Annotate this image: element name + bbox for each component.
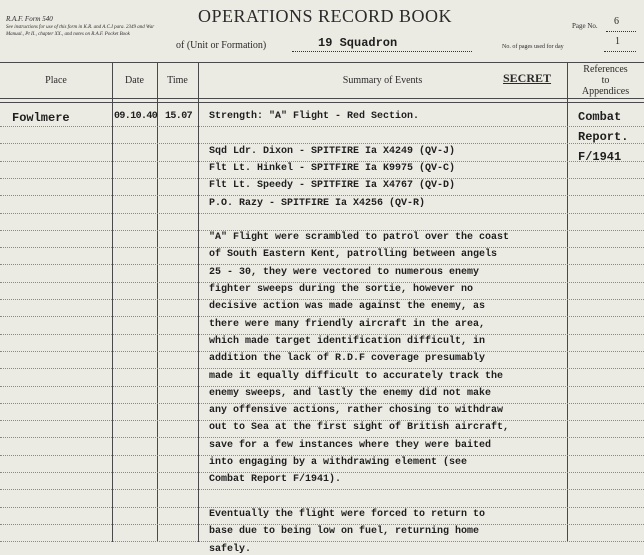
references-header-line: References [583, 63, 628, 75]
summary-line: Flt Lt. Hinkel - SPITFIRE Ia K9975 (QV-C) [209, 163, 456, 174]
page-number-value: 6 [614, 16, 619, 27]
dotted-rule [0, 507, 644, 508]
references-header-line: Appendices [581, 85, 630, 97]
dotted-rule [0, 541, 644, 542]
summary-line: "A" Flight were scrambled to patrol over the coast [209, 232, 510, 243]
dotted-rule [0, 230, 644, 231]
column-divider-place [112, 62, 113, 542]
summary-line: Flt Lt. Speedy - SPITFIRE Ia X4767 (QV-D) [209, 180, 456, 191]
summary-line: save for a few instances where they were baited [209, 440, 492, 451]
dotted-rule [0, 126, 644, 127]
dotted-rule [0, 472, 644, 473]
dotted-rule [0, 489, 644, 490]
pages-used-dotted-line [604, 51, 636, 52]
summary-line: enemy sweeps, and lastly the enemy did not make [209, 388, 492, 399]
dotted-rule [0, 143, 644, 144]
dotted-rule [0, 420, 644, 421]
entry-place: Fowlmere [12, 111, 70, 125]
summary-line: addition the lack of R.D.F coverage presumably [209, 353, 486, 364]
page-number-dotted-line [606, 31, 636, 32]
entry-time: 15.07 [165, 111, 193, 122]
dotted-rule [0, 161, 644, 162]
summary-line: made it equally difficult to accurately track the [209, 371, 504, 382]
column-header-time: Time [167, 74, 188, 86]
summary-line: decisive action was made against the enemy, as [209, 301, 486, 312]
column-header-place: Place [45, 74, 67, 86]
unit-value: 19 Squadron [318, 36, 398, 50]
column-header-date: Date [125, 74, 144, 86]
dotted-rule [0, 403, 644, 404]
summary-line: safely. [209, 544, 252, 555]
page-number-label: Page No. [572, 22, 598, 30]
summary-line: Sqd Ldr. Dixon - SPITFIRE Ia X4249 (QV-J) [209, 146, 456, 157]
summary-line: there were many friendly aircraft in the area, [209, 319, 486, 330]
summary-line: any offensive actions, rather chosing to withdraw [209, 405, 504, 416]
summary-line: P.O. Razy - SPITFIRE Ia X4256 (QV-R) [209, 198, 426, 209]
dotted-rule [0, 247, 644, 248]
summary-line: Combat Report F/1941). [209, 474, 342, 485]
unit-label: of (Unit or Formation) [176, 40, 267, 51]
column-divider-summary [567, 62, 568, 542]
column-header-references [567, 62, 644, 98]
entry-date: 09.10.40 [114, 111, 158, 122]
dotted-rule [0, 264, 644, 265]
column-divider-time [198, 62, 199, 542]
summary-line: fighter sweeps during the sortie, however no [209, 284, 474, 295]
dotted-rule [0, 334, 644, 335]
dotted-rule [0, 178, 644, 179]
dotted-rule [0, 213, 644, 214]
header-bottom-rule [0, 98, 644, 99]
summary-line: 25 - 30, they were vectored to numerous enemy [209, 267, 480, 278]
column-header-summary: Summary of Events [342, 74, 423, 86]
dotted-rule [0, 316, 644, 317]
secret-stamp: SECRET [503, 71, 552, 85]
dotted-rule [0, 386, 644, 387]
dotted-rule [0, 368, 644, 369]
summary-line: of South Eastern Kent, patrolling between angels [209, 249, 498, 260]
summary-line: out to Sea at the first sight of British aircraft, [209, 422, 510, 433]
dotted-rule [0, 282, 644, 283]
pages-used-value: 1 [615, 36, 620, 47]
dotted-rule [0, 524, 644, 525]
form-instructions: See instructions for use of this form in K.R. and A.C.I para. 2349 and War Manual., Pt II., chapter XX., and notes on R.A.F. Pocket Book [6, 25, 155, 37]
header-double-rule [0, 102, 644, 103]
reference-line: Combat [578, 110, 622, 124]
document-title: OPERATIONS RECORD BOOK [198, 6, 453, 26]
summary-line: base due to being low on fuel, returning home [209, 526, 480, 537]
dotted-rule [0, 437, 644, 438]
summary-line: Strength: "A" Flight - Red Section. [209, 111, 420, 122]
summary-line: which made target identification difficult, in [209, 336, 486, 347]
references-header-line: to [601, 74, 610, 86]
summary-line: Eventually the flight were forced to return to [209, 509, 486, 520]
reference-line: F/1941 [578, 150, 622, 164]
dotted-rule [0, 351, 644, 352]
summary-line: into engaging by a withdrawing element (see [209, 457, 468, 468]
form-number: R.A.F. Form 540 [6, 15, 53, 23]
unit-dotted-line [292, 51, 472, 52]
dotted-rule [0, 195, 644, 196]
pages-used-label: No. of pages used for day [502, 44, 564, 50]
dotted-rule [0, 299, 644, 300]
reference-line: Report. [578, 130, 629, 144]
column-divider-date [157, 62, 158, 542]
dotted-rule [0, 455, 644, 456]
